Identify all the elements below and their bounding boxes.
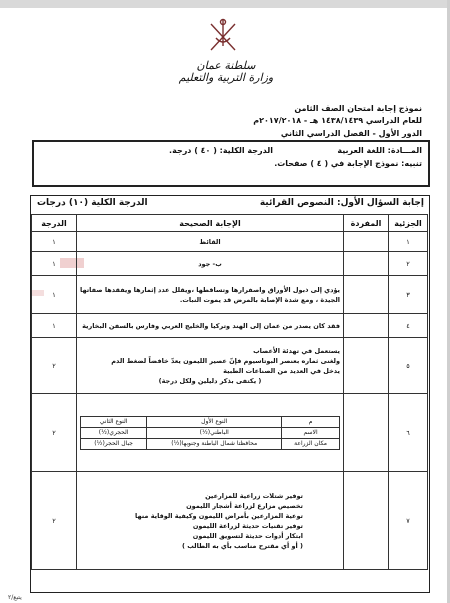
row-part: ٣ — [389, 276, 428, 314]
subject-label: المـــادة: اللغة العربية — [337, 146, 422, 155]
list-item: يدخل في العديد من الصناعات الطبية — [223, 366, 340, 375]
row-answer-list — [77, 472, 344, 570]
list-item: ولغنى ثماره بعنصر البوتاسيوم فإنّ عصير الليمون يعدّ خافضاً لضغط الدم — [111, 356, 340, 365]
row-answer: فقد كان يصدر من عمان إلى الهند وتركيا والخليج العربي وفارس بالسفن البخارية — [77, 314, 344, 338]
row-part: ٢ — [389, 252, 428, 276]
list-item: توفير تقنيات حديثة لزراعة الليمون — [192, 521, 303, 530]
list-item: ابتكار أدوات حديثة لتسويق الليمون — [192, 531, 303, 540]
question-total: الدرجة الكلية (١٠) درجات — [37, 198, 148, 208]
row-single — [344, 394, 389, 472]
row-score: ١ — [32, 252, 77, 276]
exam-session: الدور الأول - الفصل الدراسي الثاني — [280, 129, 422, 138]
sub-table-cell: جبال الحجر(½) — [81, 438, 147, 449]
question-title: إجابة السؤال الأول: النصوص القرائية — [259, 198, 424, 208]
list-item: توعية المزارعين بأمراض الليمون وكيفية الوقاية منها — [135, 511, 303, 520]
sub-table-cell: النوع الثاني — [81, 416, 147, 427]
top-shadow — [0, 0, 448, 8]
types-sub-table — [80, 416, 340, 450]
col-single-header: المفردة — [344, 215, 389, 232]
exam-title: نموذج إجابة امتحان الصف الثامن — [294, 104, 422, 113]
pages-note: تنبيه: نموذج الإجابة في ( ٤ ) صفحات. — [274, 159, 422, 168]
row-single — [344, 232, 389, 252]
page-continuation: يتبع/٢ — [8, 594, 22, 601]
answers-table — [31, 214, 428, 570]
row-score: ١ — [32, 276, 77, 314]
table-row — [32, 276, 428, 314]
row-answer-list — [77, 338, 344, 394]
ministry-name: سلطنة عمان وزارة التربية والتعليم — [178, 59, 274, 84]
sub-table-cell: محافظتا شمال الباطنة وجنوبها(½) — [147, 438, 282, 449]
table-row — [32, 232, 428, 252]
row-part: ٥ — [389, 338, 428, 394]
sub-table-cell: الباطني(½) — [147, 427, 282, 438]
col-score-header: الدرجة — [32, 215, 77, 232]
sub-table-header-row — [81, 416, 340, 427]
sub-table-cell: الاسم — [282, 427, 340, 438]
row-part: ٤ — [389, 314, 428, 338]
list-note: ( يكتفى بذكر دليلين ولكل درجة) — [158, 376, 262, 385]
table-header-row — [32, 215, 428, 232]
sub-table-row — [81, 427, 340, 438]
question-title-row — [31, 196, 428, 215]
sub-table-row — [81, 438, 340, 449]
row-single — [344, 472, 389, 570]
row-part: ٧ — [389, 472, 428, 570]
list-item: توفير شتلات زراعية للمزارعين — [205, 491, 303, 500]
row-score: ١ — [32, 314, 77, 338]
row-single — [344, 252, 389, 276]
row-score: ١ — [32, 232, 77, 252]
list-item: يستعمل في تهدئة الأعصاب — [253, 346, 340, 355]
row-answer: يؤدي إلى ذبول الأوراق واصفرارها وتساقطها ،ويقلل عدد إثمارها ويفقدها صفاتها الجيدة ، ومع شدة الإصابة بالمرض قد يموت النبات. — [77, 276, 344, 314]
row-answer: القائظ — [77, 232, 344, 252]
table-row — [32, 314, 428, 338]
table-row — [32, 394, 428, 472]
row-single — [344, 338, 389, 394]
sub-table-cell: م — [282, 416, 340, 427]
col-part-header: الجزئية — [389, 215, 428, 232]
row-answer-table-cell — [77, 394, 344, 472]
col-answer-header: الإجابة الصحيحة — [77, 215, 344, 232]
total-grade-label: الدرجة الكلية: ( ٤٠ ) درجة. — [169, 146, 273, 155]
table-row — [32, 338, 428, 394]
sub-table-cell: النوع الأول — [147, 416, 282, 427]
list-note: ( أو أي مقترح مناسب بأي به الطالب ) — [182, 541, 303, 550]
row-single — [344, 314, 389, 338]
sub-table-cell: الحجري(½) — [81, 427, 147, 438]
sub-table-cell: مكان الزراعة — [282, 438, 340, 449]
academic-year: للعام الدراسي ١٤٣٨/١٤٣٩ هـ - ٢٠١٧/٢٠١٨م — [253, 116, 422, 125]
row-part: ٦ — [389, 394, 428, 472]
row-part: ١ — [389, 232, 428, 252]
row-single — [344, 276, 389, 314]
oman-emblem-icon — [206, 16, 240, 56]
row-score: ٢ — [32, 394, 77, 472]
row-score: ٢ — [32, 472, 77, 570]
row-score: ٢ — [32, 338, 77, 394]
table-row — [32, 472, 428, 570]
row-answer: ب- جود — [77, 252, 344, 276]
list-item: تخصيص مزارع لزراعة أشجار الليمون — [186, 501, 303, 510]
exam-info-box — [32, 140, 430, 187]
table-row — [32, 252, 428, 276]
question-one-box — [30, 195, 430, 593]
